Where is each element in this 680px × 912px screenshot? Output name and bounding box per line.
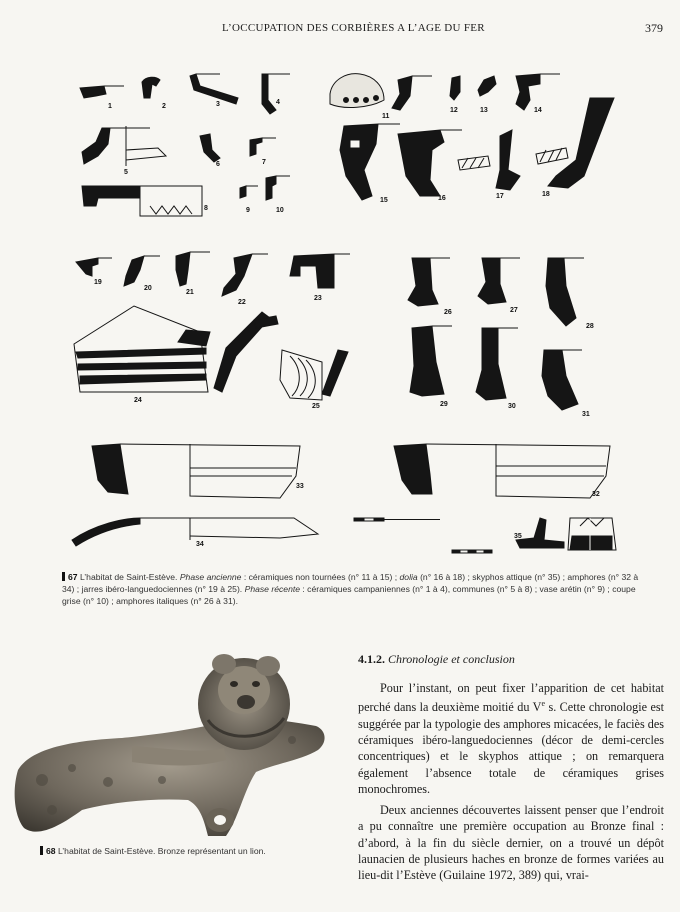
plate-label-9: 9 — [246, 207, 250, 214]
paragraph: Deux anciennes découvertes laissent penser que l’endroit a pu connaître une première occupation au Bronze final : d’abord, à la fin du siècle dernier, on a trouvé un dépôt launacien de plusieurs haches en bronze de formes variées au lieu-dit l’Estève (Guilaine 1972, 389) qui, vrai- — [358, 803, 664, 883]
sherd-19 — [76, 258, 112, 276]
plate-label-13: 13 — [480, 107, 488, 114]
plate-label-29: 29 — [440, 401, 448, 408]
figure-marker — [62, 572, 65, 581]
sherd-35 — [516, 518, 616, 550]
caption-67-part: : céramiques non tournées (n° 11 à 15) ; — [241, 572, 400, 582]
plate-label-28: 28 — [586, 323, 594, 330]
sherd-24 — [74, 306, 278, 392]
sherd-21 — [176, 252, 210, 286]
plate-label-10: 10 — [276, 207, 284, 214]
sherd-2 — [142, 77, 160, 98]
plate-label-21: 21 — [186, 289, 194, 296]
plate-label-19: 19 — [94, 279, 102, 286]
plate-label-32: 32 — [592, 491, 600, 498]
figure-68-caption — [40, 846, 340, 856]
sherd-6 — [200, 134, 220, 162]
sherd-28 — [546, 258, 584, 326]
plate-label-18: 18 — [542, 191, 550, 198]
caption-68-text: L’habitat de Saint-Estève. Bronze représentant un lion. — [57, 846, 266, 856]
sherd-26 — [408, 258, 450, 306]
caption-67-phase-recente: Phase récente — [244, 584, 301, 594]
sherd-11 — [330, 74, 384, 108]
plate-label-5: 5 — [124, 169, 128, 176]
plate-label-24: 24 — [134, 397, 142, 404]
body-text — [358, 680, 664, 889]
caption-67-dolia: dolia — [399, 572, 418, 582]
plate-label-33: 33 — [296, 483, 304, 490]
plate-label-20: 20 — [144, 285, 152, 292]
sherd-22 — [222, 254, 268, 296]
plate-label-6: 6 — [216, 161, 220, 168]
plate-label-3: 3 — [216, 101, 220, 108]
sherd-17 — [458, 130, 520, 190]
sherd-31 — [542, 350, 582, 410]
sherd-34 — [72, 518, 318, 546]
plate-label-4: 4 — [276, 99, 280, 106]
plate-label-12: 12 — [450, 107, 458, 114]
sherd-12 — [450, 76, 460, 100]
plate-label-35: 35 — [514, 533, 522, 540]
plate-label-16: 16 — [438, 195, 446, 202]
scale-bar-lower — [452, 550, 492, 553]
sherd-33 — [92, 444, 300, 498]
section-title: Chronologie et conclusion — [388, 652, 515, 666]
sherd-14 — [516, 74, 560, 110]
plate-label-31: 31 — [582, 411, 590, 418]
plate-label-14: 14 — [534, 107, 542, 114]
caption-67-part: L’habitat de Saint-Estève. — [79, 572, 180, 582]
sherd-27 — [478, 258, 520, 304]
figure-marker — [40, 846, 43, 855]
sherd-10 — [266, 176, 290, 200]
paragraph: Pour l’instant, on peut fixer l’apparition de cet habitat perché dans la deuxième moitié du Ve s. Cette chronologie est suggérée par la typologie des amphores micacées, le faciès des céramiques ibéro-languedociennes (décor de demi-cercles concentriques) et le skyphos attique ; on remarquera également l’absence totale de céramiques grises monochromes. — [358, 681, 664, 796]
scale-bar-upper — [354, 518, 440, 521]
section-heading — [358, 652, 515, 667]
sherd-25 — [280, 350, 348, 400]
plate-label-1: 1 — [108, 103, 112, 110]
plate-label-2: 2 — [162, 103, 166, 110]
sherd-30 — [476, 328, 518, 400]
plate-label-25: 25 — [312, 403, 320, 410]
figure-67-number: 67 — [68, 572, 78, 582]
running-title: L’OCCUPATION DES CORBIÈRES A L’AGE DU FER — [222, 22, 485, 34]
sherd-20 — [124, 256, 160, 286]
sherd-1 — [80, 86, 124, 98]
bronze-lion-photo — [12, 650, 332, 840]
caption-67-phase-ancienne: Phase ancienne — [179, 572, 242, 582]
sherd-7 — [250, 138, 276, 156]
plate-label-23: 23 — [314, 295, 322, 302]
section-number: 4.1.2. — [358, 652, 385, 666]
sherd-16 — [398, 130, 462, 196]
sherd-3 — [190, 74, 238, 104]
page-number: 379 — [645, 21, 663, 35]
figure-67-caption — [62, 571, 652, 607]
sherd-5 — [82, 126, 166, 166]
sherd-4 — [262, 74, 290, 114]
sherd-18 — [536, 98, 614, 188]
sherd-13 — [478, 76, 496, 96]
caption-67-part: : céramiques campaniennes (n° 1 à 4), communes (n° 5 à 8) ; vase arétin (n° 9) ; coupe grise (n° 10) ; amphores italiques (n° 26 à 31). — [62, 584, 636, 606]
plate-label-22: 22 — [238, 299, 246, 306]
sherd-11b — [392, 76, 432, 110]
plate-label-30: 30 — [508, 403, 516, 410]
sherd-29 — [410, 326, 452, 396]
plate-label-15: 15 — [380, 197, 388, 204]
sherd-32 — [394, 444, 610, 498]
plate-label-27: 27 — [510, 307, 518, 314]
sherd-15 — [340, 124, 400, 200]
plate-label-17: 17 — [496, 193, 504, 200]
caption-67-part: (n° 16 à 18) ; skyphos attique (n° 35) ; amphores (n° 32 à 34) ; jarres ibéro-languedociennes (n° 19 à 25). — [62, 572, 639, 594]
sherd-8 — [82, 186, 202, 216]
plate-label-7: 7 — [262, 159, 266, 166]
sherd-9 — [240, 186, 258, 198]
plate-label-26: 26 — [444, 309, 452, 316]
figure-68-number: 68 — [46, 846, 56, 856]
plate-label-11: 11 — [382, 113, 390, 120]
plate-label-8: 8 — [204, 205, 208, 212]
plate-label-34: 34 — [196, 541, 204, 548]
sherd-23 — [290, 254, 350, 288]
